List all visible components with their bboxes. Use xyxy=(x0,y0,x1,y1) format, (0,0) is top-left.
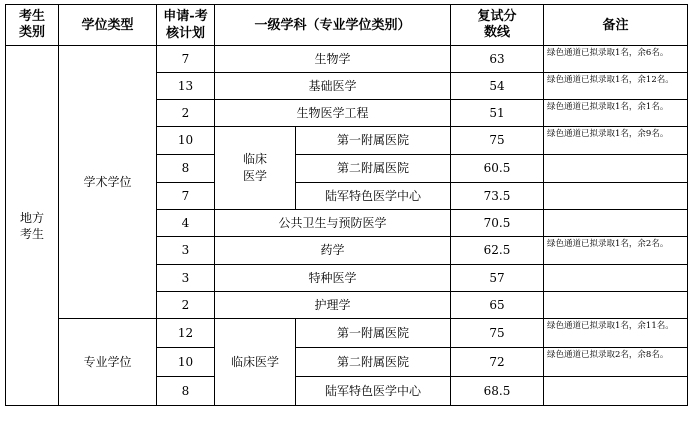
plan-cell: 2 xyxy=(157,292,215,319)
discipline-cell: 基础医学 xyxy=(215,73,451,100)
plan-cell: 3 xyxy=(157,237,215,265)
sub-discipline-cell: 第二附属医院 xyxy=(296,155,451,183)
note-cell xyxy=(544,155,688,183)
note-cell: 绿色通道已拟录取1名，余1名。 xyxy=(544,100,688,127)
plan-cell: 12 xyxy=(157,319,215,348)
category-cell: 地方考生 xyxy=(6,46,59,406)
note-cell xyxy=(544,377,688,406)
note-cell xyxy=(544,265,688,292)
discipline-cell: 特种医学 xyxy=(215,265,451,292)
discipline-cell: 药学 xyxy=(215,237,451,265)
sub-discipline-cell: 第二附属医院 xyxy=(296,348,451,377)
discipline-cell: 生物学 xyxy=(215,46,451,73)
score-cell: 75 xyxy=(451,127,544,155)
note-cell xyxy=(544,210,688,237)
score-cell: 60.5 xyxy=(451,155,544,183)
sub-discipline-cell: 陆军特色医学中心 xyxy=(296,183,451,210)
plan-cell: 8 xyxy=(157,155,215,183)
plan-cell: 3 xyxy=(157,265,215,292)
sub-discipline-cell: 第一附属医院 xyxy=(296,319,451,348)
header-score: 复试分数线 xyxy=(451,5,544,46)
plan-cell: 7 xyxy=(157,46,215,73)
sub-discipline-cell: 第一附属医院 xyxy=(296,127,451,155)
note-cell xyxy=(544,183,688,210)
header-discipline: 一级学科（专业学位类别） xyxy=(215,5,451,46)
note-cell xyxy=(544,292,688,319)
discipline-cell: 公共卫生与预防医学 xyxy=(215,210,451,237)
note-cell: 绿色通道已拟录取1名，余12名。 xyxy=(544,73,688,100)
header-category: 考生类别 xyxy=(6,5,59,46)
admission-table xyxy=(5,4,688,406)
plan-cell: 13 xyxy=(157,73,215,100)
score-cell: 57 xyxy=(451,265,544,292)
header-degree-type: 学位类型 xyxy=(59,5,157,46)
discipline-cell: 生物医学工程 xyxy=(215,100,451,127)
score-cell: 54 xyxy=(451,73,544,100)
plan-cell: 7 xyxy=(157,183,215,210)
plan-cell: 2 xyxy=(157,100,215,127)
note-cell: 绿色通道已拟录取1名，余2名。 xyxy=(544,237,688,265)
degree-type-professional: 专业学位 xyxy=(59,319,157,406)
score-cell: 72 xyxy=(451,348,544,377)
sub-discipline-cell: 陆军特色医学中心 xyxy=(296,377,451,406)
note-cell: 绿色通道已拟录取1名，余9名。 xyxy=(544,127,688,155)
score-cell: 51 xyxy=(451,100,544,127)
plan-cell: 10 xyxy=(157,348,215,377)
degree-type-academic: 学术学位 xyxy=(59,46,157,319)
note-cell: 绿色通道已拟录取2名，余8名。 xyxy=(544,348,688,377)
score-cell: 75 xyxy=(451,319,544,348)
plan-cell: 10 xyxy=(157,127,215,155)
plan-cell: 8 xyxy=(157,377,215,406)
header-note: 备注 xyxy=(544,5,688,46)
score-cell: 62.5 xyxy=(451,237,544,265)
score-cell: 70.5 xyxy=(451,210,544,237)
score-cell: 65 xyxy=(451,292,544,319)
score-cell: 68.5 xyxy=(451,377,544,406)
score-cell: 63 xyxy=(451,46,544,73)
header-plan: 申请-考核计划 xyxy=(157,5,215,46)
clinical-group-professional: 临床医学 xyxy=(215,319,296,406)
clinical-group-academic: 临床医学 xyxy=(215,127,296,210)
discipline-cell: 护理学 xyxy=(215,292,451,319)
plan-cell: 4 xyxy=(157,210,215,237)
note-cell: 绿色通道已拟录取1名，余11名。 xyxy=(544,319,688,348)
note-cell: 绿色通道已拟录取1名，余6名。 xyxy=(544,46,688,73)
score-cell: 73.5 xyxy=(451,183,544,210)
